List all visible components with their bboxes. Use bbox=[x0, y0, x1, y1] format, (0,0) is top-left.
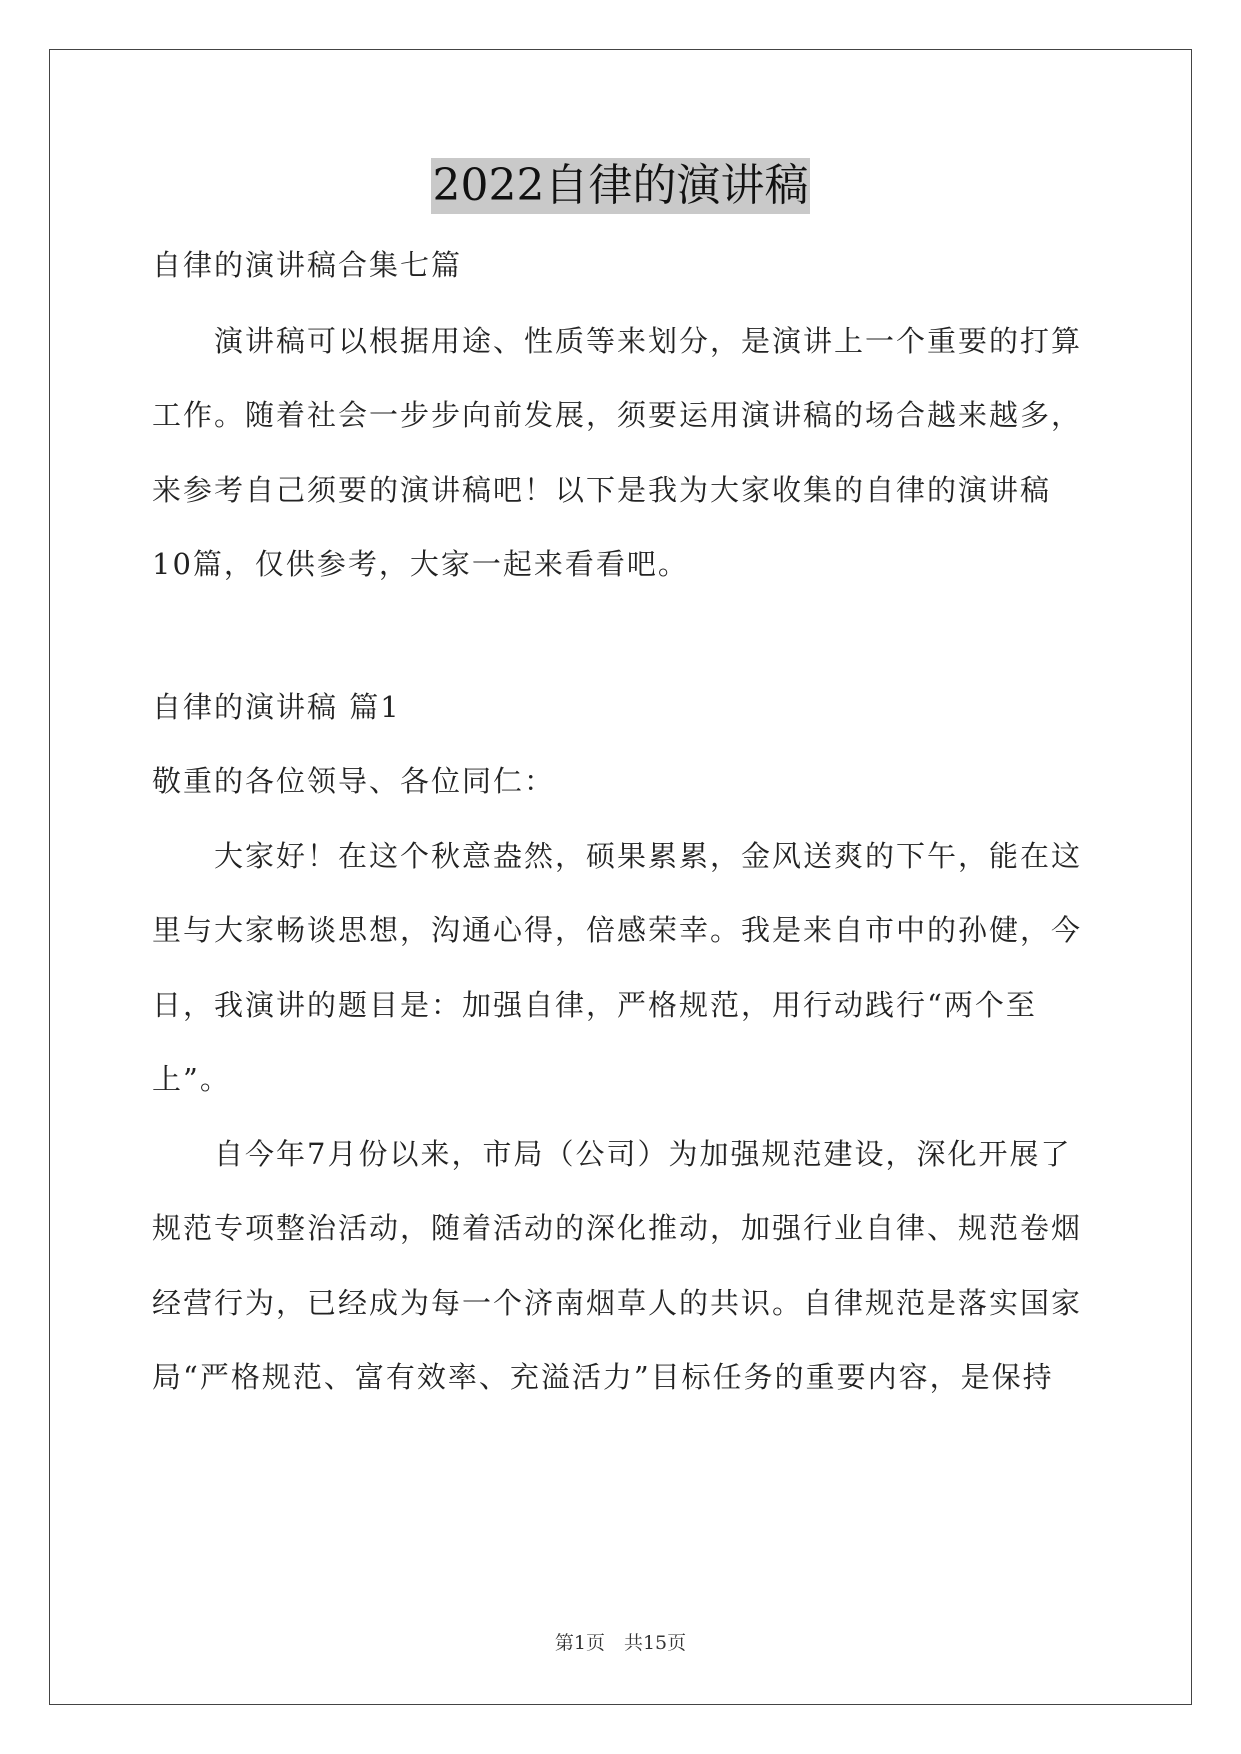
paragraph-line: 规范专项整治活动，随着活动的深化推动，加强行业自律、规范卷烟 bbox=[152, 1211, 1083, 1245]
paragraph-line: 上”。 bbox=[152, 1062, 231, 1096]
subtitle: 自律的演讲稿合集七篇 bbox=[152, 248, 463, 282]
document-title: 2022自律的演讲稿 bbox=[431, 158, 811, 214]
intro-line: 10篇，仅供参考，大家一起来看看吧。 bbox=[152, 547, 689, 581]
title-container bbox=[0, 158, 1241, 214]
intro-line: 演讲稿可以根据用途、性质等来划分，是演讲上一个重要的打算 bbox=[214, 324, 1083, 358]
intro-line: 工作。随着社会一步步向前发展，须要运用演讲稿的场合越来越多， bbox=[152, 398, 1083, 432]
paragraph-line: 大家好！在这个秋意盎然，硕果累累，金风送爽的下午，能在这 bbox=[214, 839, 1083, 873]
page-border bbox=[49, 49, 1192, 1705]
paragraph-line: 经营行为，已经成为每一个济南烟草人的共识。自律规范是落实国家 bbox=[152, 1286, 1083, 1320]
paragraph-line: 里与大家畅谈思想，沟通心得，倍感荣幸。我是来自市中的孙健，今 bbox=[152, 913, 1083, 947]
page-number-footer: 第1页 共15页 bbox=[554, 1632, 687, 1654]
paragraph-line: 日，我演讲的题目是：加强自律，严格规范，用行动践行“两个至 bbox=[152, 988, 1037, 1022]
intro-line: 来参考自己须要的演讲稿吧！以下是我为大家收集的自律的演讲稿 bbox=[152, 473, 1052, 507]
paragraph-line: 自今年7月份以来，市局（公司）为加强规范建设，深化开展了 bbox=[214, 1137, 1072, 1171]
paragraph-line: 局“严格规范、富有效率、充溢活力”目标任务的重要内容，是保持 bbox=[152, 1360, 1054, 1394]
salutation: 敬重的各位领导、各位同仁： bbox=[152, 764, 556, 798]
section-heading: 自律的演讲稿 篇1 bbox=[152, 690, 401, 724]
